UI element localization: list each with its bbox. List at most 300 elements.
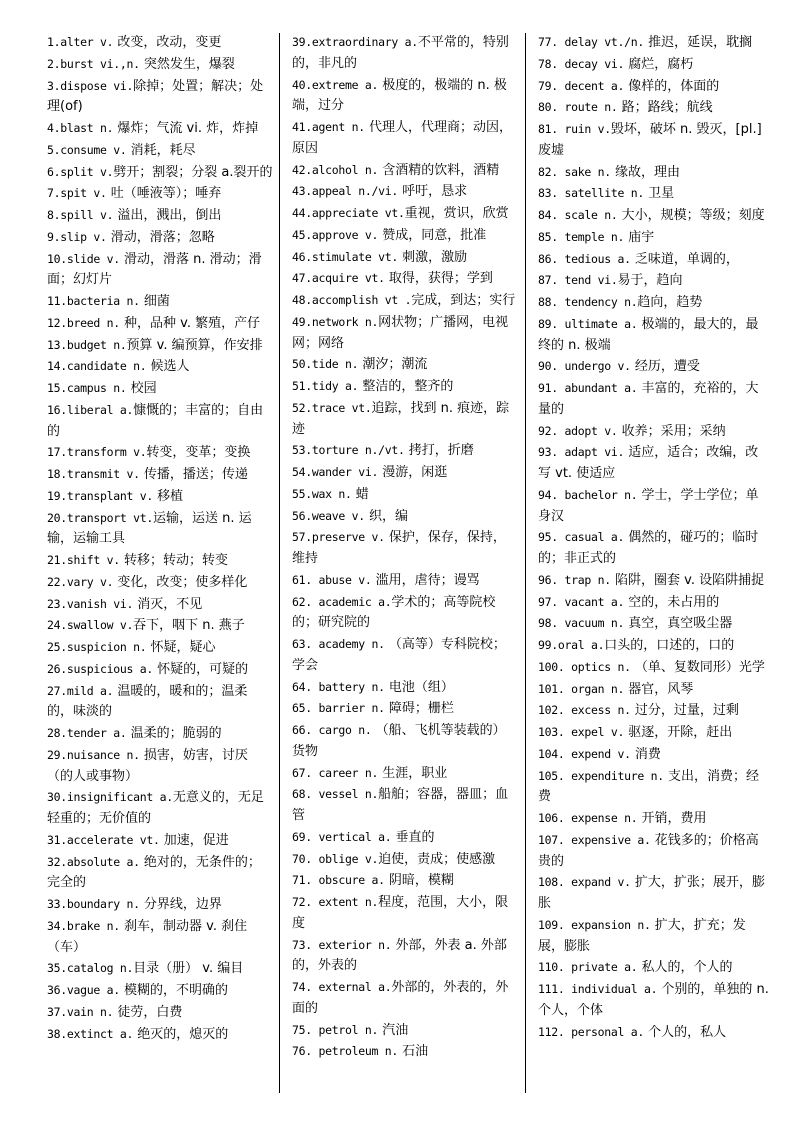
vocab-entry — [538, 270, 770, 292]
entry-word: vague — [66, 983, 100, 997]
entry-number: 56. — [292, 508, 312, 523]
entry-pos: v. — [119, 618, 134, 633]
vocab-entry — [47, 550, 273, 572]
spacer — [611, 660, 618, 674]
entry-definition: 损害，妨害，讨厌（的人或事物） — [47, 747, 248, 784]
entry-word: decay — [557, 56, 598, 71]
entry-number: 93. — [538, 445, 558, 460]
vocab-entry — [538, 421, 770, 443]
entry-word: brake — [66, 918, 100, 933]
entry-definition: 网状物；广播网，电视网；网络 — [292, 314, 509, 351]
entry-number: 81. — [538, 122, 558, 136]
entry-number: 18. — [47, 467, 67, 481]
entry-number: 88. — [538, 295, 558, 309]
spacer — [365, 530, 372, 544]
spacer — [120, 855, 127, 869]
entry-pos: v. — [617, 746, 631, 761]
entry-number: 6. — [47, 164, 61, 179]
entry-word: absolute — [66, 854, 120, 869]
vocab-column-1 — [47, 32, 273, 1045]
entry-number: 36. — [47, 983, 67, 997]
entry-word: slide — [66, 251, 100, 266]
entry-word: nuisance — [66, 747, 120, 762]
entry-definition: 绝灭的，熄灭的 — [133, 1026, 229, 1042]
entry-word: satellite — [557, 186, 625, 201]
entry-pos: n. — [358, 723, 372, 737]
entry-number: 112. — [538, 1024, 565, 1039]
entry-word: appreciate — [311, 206, 379, 220]
entry-word: ultimate — [557, 316, 618, 331]
vocab-entry — [538, 635, 770, 657]
entry-word: tidy — [311, 379, 339, 393]
entry-pos: n. — [100, 1004, 114, 1019]
entry-number: 108. — [538, 875, 565, 890]
entry-pos: n. — [637, 917, 651, 932]
entry-number: 107. — [538, 832, 565, 847]
entry-word: exterior — [311, 937, 372, 952]
vocab-entry — [292, 977, 518, 1020]
entry-number: 55. — [292, 486, 312, 501]
entry-number: 61. — [292, 572, 312, 587]
entry-definition: 改变，改动，变更 — [113, 35, 222, 50]
entry-word: oral — [557, 638, 585, 652]
entry-definition: 慷慨的；丰富的；自由的 — [47, 402, 264, 439]
entry-number: 13. — [47, 337, 67, 352]
entry-number: 111. — [538, 982, 565, 996]
entry-pos: a. — [617, 251, 631, 266]
entry-definition: 细菌 — [139, 294, 170, 309]
entry-definition: 程度，范围，大小，限度 — [292, 895, 509, 931]
entry-definition: 织，编 — [364, 508, 409, 524]
vocab-entry — [538, 356, 770, 378]
entry-number: 51. — [292, 379, 312, 393]
vocab-entry — [47, 637, 273, 659]
entry-pos: a. — [345, 379, 359, 393]
entry-definition: 卫星 — [644, 186, 675, 202]
spacer — [358, 443, 365, 457]
entry-number: 25. — [47, 640, 67, 654]
vocab-entry — [47, 787, 273, 830]
entry-definition: 劈开；割裂；分裂 a.裂开的 — [113, 164, 273, 180]
vocab-entry — [47, 118, 273, 140]
vocab-entry — [538, 830, 770, 873]
entry-word: tend — [557, 273, 591, 288]
vocab-entry — [538, 700, 770, 722]
entry-number: 75. — [292, 1022, 312, 1037]
entry-pos: n. — [378, 937, 392, 952]
entry-number: 37. — [47, 1004, 67, 1019]
spacer — [378, 1044, 385, 1058]
vocab-entry — [292, 935, 518, 978]
entry-pos: a. — [610, 78, 625, 93]
vocab-entry — [47, 442, 273, 464]
entry-pos: v. — [93, 186, 107, 201]
entry-definition: 真空，真空吸尘器 — [624, 616, 733, 632]
entry-definition: 消灭，不见 — [133, 596, 203, 612]
entry-word: excess — [564, 703, 611, 718]
entry-pos: n. — [384, 1044, 398, 1059]
entry-word: alcohol — [311, 162, 359, 177]
entry-definition: 追踪，找到 n. 痕迹，踪迹 — [292, 400, 510, 437]
entry-pos: v. — [100, 574, 114, 589]
entry-word: vanish — [66, 596, 107, 611]
vocab-entry — [292, 1020, 518, 1042]
entry-definition: 转变，变革；变换 — [146, 445, 251, 461]
entry-number: 34. — [47, 918, 67, 933]
entry-pos: vt./n. — [604, 35, 644, 49]
entry-definition: 学术的；高等院校的；研究院的 — [292, 594, 496, 631]
entry-pos: v. — [100, 208, 114, 222]
vocab-entry — [538, 570, 770, 592]
entry-number: 49. — [292, 314, 312, 329]
entry-word: undergo — [557, 359, 611, 374]
entry-word: blast — [60, 121, 94, 135]
entry-definition: 推迟，延误，耽搁 — [644, 35, 753, 50]
entry-pos: v. — [113, 142, 127, 157]
entry-definition: 除掉；处置；解决；处理(of) — [47, 78, 264, 115]
entry-pos: a. — [126, 854, 140, 869]
vocab-entry — [538, 249, 770, 271]
entry-word: extraordinary — [311, 35, 398, 49]
entry-definition: 开销，费用 — [637, 811, 707, 826]
vocab-entry — [538, 744, 770, 766]
entry-definition: 汽油 — [378, 1022, 409, 1038]
entry-word: consume — [60, 142, 107, 157]
entry-pos: n. — [604, 208, 618, 222]
spacer — [611, 875, 618, 889]
vocab-entry — [292, 440, 518, 462]
entry-number: 87. — [538, 273, 558, 288]
entry-pos: n. — [597, 164, 611, 179]
spacer — [93, 575, 100, 589]
entry-number: 45. — [292, 227, 312, 242]
entry-definition: 空的，未占用的 — [624, 594, 720, 610]
entry-word: vacuum — [557, 616, 605, 631]
entry-pos: vt. — [384, 206, 405, 220]
entry-pos: a. — [624, 381, 638, 395]
entry-pos: n. — [624, 295, 638, 309]
entry-number: 11. — [47, 294, 67, 308]
entry-definition: 适应，适合；改编，改写 vt. 使适应 — [538, 445, 759, 481]
entry-number: 42. — [292, 162, 312, 177]
vocab-entry — [47, 140, 273, 162]
entry-definition: 障碍；栅栏 — [384, 701, 454, 717]
entry-definition: 像样的，体面的 — [624, 78, 720, 94]
entry-definition: 徒劳，白费 — [113, 1004, 183, 1020]
spacer — [624, 186, 631, 200]
entry-word: optics — [564, 659, 611, 674]
entry-definition: 赞成，同意，批准 — [378, 227, 487, 243]
entry-word: abundant — [557, 381, 618, 395]
entry-definition: 消费 — [630, 746, 661, 762]
vocab-entry — [538, 32, 770, 54]
vocab-entry — [47, 723, 273, 745]
spacer — [591, 165, 598, 179]
entry-definition: 分界线，边界 — [139, 897, 222, 912]
spacer — [604, 530, 611, 544]
spacer — [378, 293, 385, 307]
entry-word: expand — [564, 875, 611, 890]
entry-word: wander — [311, 465, 352, 479]
entry-number: 2. — [47, 56, 61, 71]
entry-word: ruin — [557, 122, 591, 136]
entry-number: 14. — [47, 359, 67, 374]
vocab-entry — [292, 763, 518, 785]
entry-number: 110. — [538, 960, 565, 975]
spacer — [133, 489, 140, 503]
entry-pos: vi. — [358, 465, 379, 479]
entry-word: delay — [557, 35, 598, 49]
entry-definition: 漫游，闲逛 — [378, 465, 448, 480]
entry-pos: v. — [371, 530, 385, 545]
entry-definition: 刺激，激励 — [398, 249, 468, 265]
vocab-entry — [47, 1024, 273, 1046]
vocab-entry — [538, 527, 770, 570]
vocab-entry — [292, 462, 518, 484]
entry-definition: 怀疑，疑心 — [146, 640, 216, 655]
spacer — [604, 595, 611, 609]
entry-definition: 个别的，单独的 n. 个人，个体 — [538, 982, 769, 1018]
entry-pos: vt. — [378, 249, 398, 264]
entry-number: 19. — [47, 488, 67, 503]
entry-definition: 保护，保存，保持，维持 — [292, 530, 506, 566]
entry-word: cargo — [311, 723, 352, 737]
entry-word: extinct — [66, 1026, 114, 1041]
entry-number: 78. — [538, 56, 558, 71]
entry-word: vary — [66, 574, 94, 589]
entry-word: transmit — [66, 467, 120, 481]
entry-word: tendency — [557, 295, 618, 309]
spacer — [345, 509, 352, 523]
entry-word: mild — [66, 683, 94, 698]
entry-word: barrier — [311, 701, 365, 716]
entry-word: appeal — [311, 184, 352, 199]
entry-pos: a. — [119, 1026, 134, 1041]
vocab-entry — [538, 162, 770, 184]
entry-pos: a. — [644, 982, 658, 996]
entry-number: 54. — [292, 465, 312, 479]
vocab-entry — [292, 32, 518, 75]
entry-definition: 船舶；容器，器皿；血管 — [292, 787, 509, 823]
entry-definition: 易于，趋向 — [617, 273, 683, 289]
entry-pos: vt. — [364, 271, 385, 286]
entry-pos: n. — [604, 100, 618, 115]
entry-definition: 趋向，趋势 — [637, 295, 703, 310]
entry-word: expend — [564, 746, 611, 761]
spacer — [93, 121, 100, 135]
entry-word: decent — [557, 78, 605, 93]
entry-number: 63. — [292, 637, 312, 651]
vocab-entry — [47, 894, 273, 916]
entry-number: 98. — [538, 616, 558, 631]
entry-word: extreme — [311, 77, 359, 92]
entry-pos: v. — [351, 508, 365, 523]
entry-pos: n. — [106, 918, 120, 933]
vocab-entry — [47, 830, 273, 852]
spacer — [358, 852, 365, 866]
entry-number: 24. — [47, 618, 67, 633]
entry-definition: 溢出，溅出，倒出 — [113, 208, 222, 223]
spacer — [358, 78, 365, 92]
spacer — [365, 637, 372, 651]
entry-word: route — [557, 100, 598, 115]
entry-number: 99. — [538, 638, 558, 652]
entry-definition: 私人的，个人的 — [637, 960, 733, 976]
entry-pos: n. — [597, 572, 611, 587]
vocab-entry — [292, 1041, 518, 1063]
entry-pos: v. — [93, 229, 107, 244]
entry-number: 43. — [292, 184, 312, 199]
vocab-entry — [538, 378, 770, 421]
entry-pos: n. — [650, 768, 664, 783]
vocab-entry — [538, 766, 770, 809]
entry-word: expense — [564, 811, 618, 825]
entry-word: acquire — [311, 271, 359, 286]
vocab-entry — [292, 75, 518, 118]
entry-number: 22. — [47, 574, 67, 589]
entry-pos: n. — [617, 659, 631, 674]
entry-number: 73. — [292, 937, 312, 952]
vocab-entry — [47, 958, 273, 980]
entry-number: 46. — [292, 249, 312, 264]
vocab-entry — [47, 1002, 273, 1024]
entry-definition: 缘故，理由 — [610, 164, 681, 180]
entry-number: 91. — [538, 381, 558, 395]
vocab-entry — [47, 76, 273, 119]
vocab-entry — [538, 592, 770, 614]
entry-pos: n. — [126, 294, 140, 308]
entry-pos: vi. — [604, 56, 625, 71]
entry-definition: 转移；转动；转变 — [119, 553, 229, 568]
entry-pos: n. — [610, 616, 625, 631]
spacer — [591, 122, 598, 136]
entry-word: obscure — [311, 873, 365, 888]
entry-number: 4. — [47, 121, 61, 135]
entry-word: adopt — [557, 423, 598, 438]
vocab-entry — [538, 1022, 770, 1044]
entry-word: alter — [60, 35, 94, 49]
entry-number: 20. — [47, 510, 67, 525]
spacer — [365, 680, 372, 694]
spacer — [358, 787, 365, 801]
spacer — [358, 895, 365, 909]
spacer — [358, 271, 365, 285]
entry-definition: 腐烂，腐朽 — [624, 56, 694, 72]
entry-word: suspicion — [66, 640, 127, 654]
entry-number: 35. — [47, 961, 67, 976]
vocab-entry — [47, 400, 273, 443]
vocab-entry — [538, 442, 770, 485]
entry-word: transplant — [66, 488, 134, 503]
spacer — [398, 35, 405, 49]
entry-pos: a. — [404, 35, 418, 49]
entry-number: 27. — [47, 683, 67, 698]
spacer — [100, 316, 107, 330]
entry-pos: n. — [610, 229, 625, 244]
entry-number: 31. — [47, 832, 67, 847]
vocab-entry — [47, 852, 273, 895]
entry-pos: a. — [624, 960, 638, 975]
entry-number: 96. — [538, 572, 558, 587]
entry-word: approve — [311, 227, 359, 242]
entry-word: breed — [66, 315, 100, 330]
vocab-entry — [292, 268, 518, 290]
entry-word: transform — [66, 445, 127, 460]
entry-definition: 呼吁，恳求 — [398, 184, 468, 200]
vocab-entry — [538, 97, 770, 119]
entry-word: bachelor — [557, 487, 618, 502]
entry-pos: n. — [364, 895, 379, 909]
entry-word: campus — [66, 381, 107, 395]
entry-word: casual — [557, 530, 605, 545]
entry-word: extent — [311, 895, 359, 909]
entry-pos: a. — [378, 829, 392, 844]
vocab-entry — [47, 980, 273, 1002]
entry-pos: n. — [345, 357, 359, 372]
entry-pos: a. — [119, 402, 134, 417]
vocab-entry — [292, 677, 518, 699]
vocab-entry — [47, 681, 273, 724]
entry-word: split — [60, 164, 94, 179]
entry-number: 44. — [292, 206, 312, 220]
entry-word: accelerate — [66, 832, 134, 847]
entry-definition: 外部的，外表的，外面的 — [292, 980, 509, 1016]
spacer — [100, 553, 107, 567]
spacer — [120, 748, 127, 762]
entry-number: 66. — [292, 723, 312, 737]
entry-definition: 代理人，代理商；动因，原因 — [292, 120, 513, 156]
entry-pos: a. — [378, 980, 392, 994]
entry-number: 64. — [292, 679, 312, 694]
entry-number: 38. — [47, 1026, 67, 1041]
entry-number: 48. — [292, 293, 312, 307]
vocab-entry — [47, 615, 273, 637]
entry-number: 62. — [292, 594, 312, 609]
entry-definition: （单、复数同形）光学 — [630, 659, 765, 675]
entry-definition: 种，品种 v. 繁殖，产仔 — [119, 315, 261, 331]
entry-number: 33. — [47, 897, 67, 911]
entry-word: liberal — [66, 402, 114, 417]
entry-definition: 加速，促进 — [159, 832, 229, 848]
entry-pos: a. — [630, 1024, 644, 1039]
entry-definition: 重视，赏识，欣赏 — [404, 206, 509, 221]
entry-definition: 庙宇 — [624, 229, 655, 245]
entry-pos: n. — [371, 679, 385, 694]
spacer — [637, 982, 644, 996]
vocab-entry — [538, 227, 770, 249]
spacer — [365, 701, 372, 715]
entry-definition: 爆炸；气流 vi. 炸，炸掉 — [113, 121, 259, 136]
entry-definition: 过分，过量，过剩 — [630, 703, 739, 719]
entry-word: burst — [60, 56, 94, 71]
entry-pos: vt. — [139, 832, 160, 847]
entry-pos: n. — [106, 315, 120, 330]
entry-word: candidate — [66, 359, 127, 374]
entry-number: 97. — [538, 594, 558, 609]
entry-word: accomplish — [311, 293, 379, 307]
spacer — [153, 790, 160, 804]
entry-definition: 驱逐，开除，赶出 — [624, 725, 733, 740]
entry-word: swallow — [66, 618, 114, 633]
vocab-entry — [538, 808, 770, 830]
entry-number: 109. — [538, 917, 565, 932]
entry-word: stimulate — [311, 249, 372, 264]
entry-definition: 传播，播送；传递 — [139, 467, 248, 482]
spacer — [133, 833, 140, 847]
vocab-entry — [292, 570, 518, 592]
entry-number: 32. — [47, 854, 67, 869]
entry-number: 85. — [538, 229, 558, 244]
